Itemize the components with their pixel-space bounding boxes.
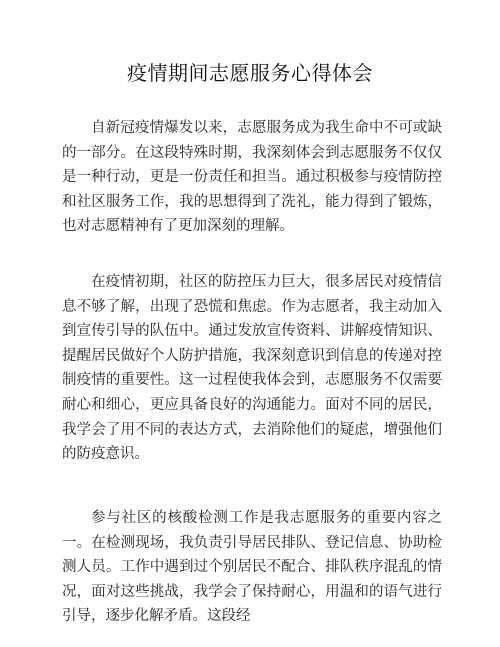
paragraph-2: 在疫情初期，社区的防控压力巨大，很多居民对疫情信息不够了解，出现了恐慌和焦虑。作为志愿者，我主动加入到宣传引导的队伍中。通过发放宣传资料、讲解疫情知识、提醒居民做好个人防护措施，我深刻意识到信息的传递对控制疫情的重要性。这一过程使我体会到，志愿服务不仅需要耐心和细心，更应具备良好的沟通能力。面对不同的居民，我学会了用不同的表达方式，去消除他们的疑虑，增强他们的防疫意识。 (62, 274, 442, 463)
paragraph-3: 参与社区的核酸检测工作是我志愿服务的重要内容之一。在检测现场，我负责引导居民排队、登记信息、协助检测人员。工作中遇到过个别居民不配合、排队秩序混乱的情况，面对这些挑战，我学会了保持耐心，用温和的语气进行引导，逐步化解矛盾。这段经 (62, 510, 442, 625)
paragraph-1: 自新冠疫情爆发以来，志愿服务成为我生命中不可或缺的一部分。在这段特殊时期，我深刻体会到志愿服务不仅仅是一种行动，更是一份责任和担当。通过积极参与疫情防控和社区服务工作，我的思想得到了洗礼，能力得到了锻炼，也对志愿精神有了更加深刻的理解。 (62, 120, 442, 235)
document-title: 疫情期间志愿服务心得体会 (127, 61, 373, 85)
